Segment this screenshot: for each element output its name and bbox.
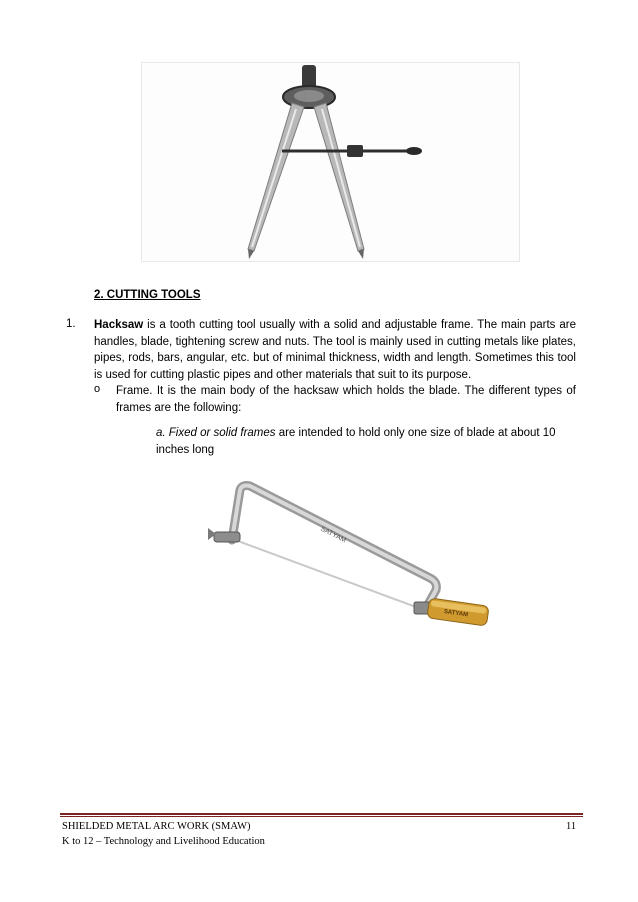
frame-label: SATYAM bbox=[319, 525, 347, 545]
hacksaw-description: is a tooth cutting tool usually with a solid and adjustable frame. The main parts are handles, blade, tightening screw and nuts. The tool is mainly used in cutting metals like plates, pipes, rods, bars, angular, etc. but of minimal thickness, width and length. Sometimes this tool is used for cutting plastic pipes and other materials that suit to its purpose. bbox=[94, 319, 576, 381]
footer-text bbox=[62, 819, 265, 849]
list-number: 1. bbox=[66, 318, 76, 330]
hacksaw-drawing bbox=[200, 478, 500, 636]
bullet-marker: o bbox=[94, 383, 101, 395]
frame-paragraph: Frame. It is the main body of the hacksaw which holds the blade. The different types of frames are the following: bbox=[116, 385, 576, 414]
handle-label: SATYAM bbox=[443, 609, 469, 619]
hacksaw-paragraph bbox=[94, 317, 576, 383]
footer-rule-thin bbox=[60, 816, 583, 817]
divider-tool-drawing bbox=[142, 63, 519, 261]
section-heading: 2. CUTTING TOOLS bbox=[94, 289, 201, 301]
fixed-frame-description: are intended to hold only one size of blade at about 10 inches long bbox=[156, 427, 556, 456]
hacksaw-term: Hacksaw bbox=[94, 319, 144, 331]
page-number: 11 bbox=[566, 821, 577, 832]
divider-tool-image bbox=[141, 62, 520, 262]
footer-program: K to 12 – Technology and Livelihood Education bbox=[62, 836, 265, 847]
hacksaw-image bbox=[200, 478, 500, 636]
fixed-frame-paragraph bbox=[156, 425, 576, 458]
footer-course: SHIELDED METAL ARC WORK (SMAW) bbox=[62, 821, 251, 832]
fixed-frame-term: a. Fixed or solid frames bbox=[156, 427, 276, 439]
footer-rule bbox=[60, 813, 583, 815]
